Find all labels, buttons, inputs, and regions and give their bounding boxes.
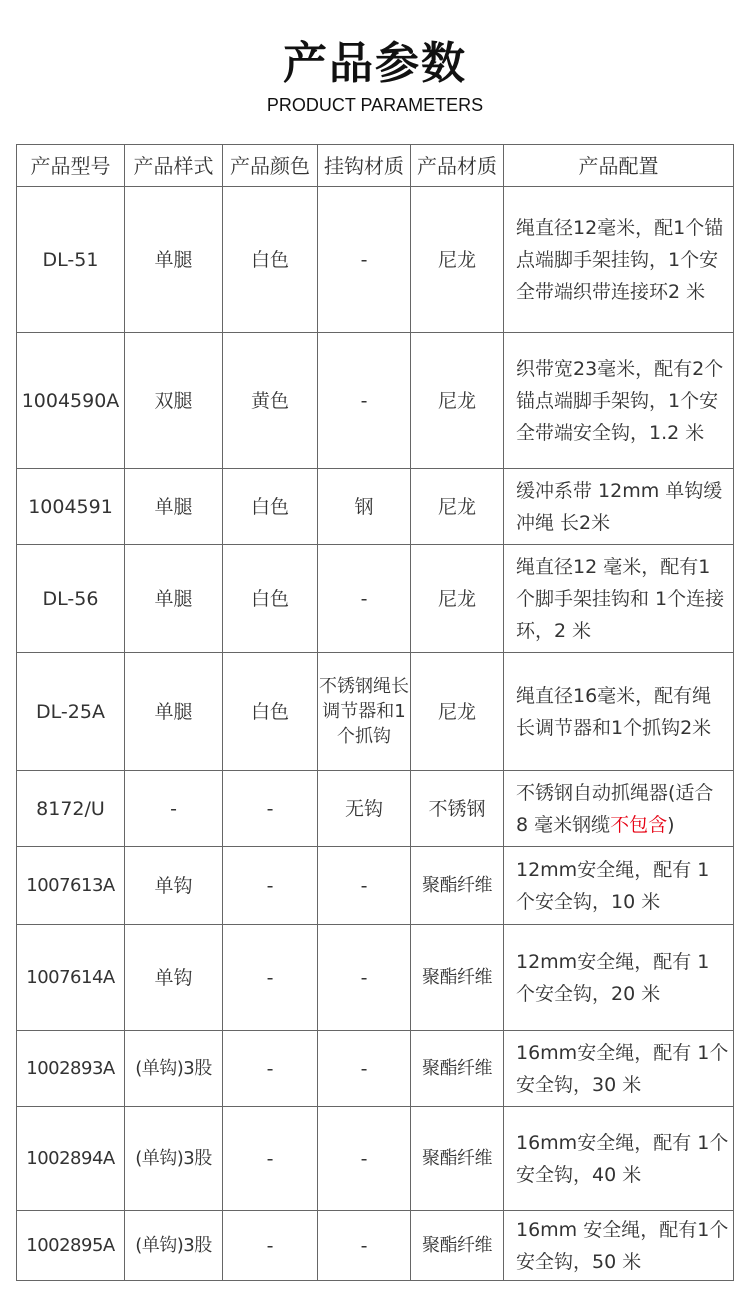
table-row [17, 653, 734, 771]
column-header-material: 产品材质 [411, 145, 504, 187]
cell-color: - [223, 771, 318, 847]
page-subtitle: PRODUCT PARAMETERS [266, 95, 484, 115]
cell-style: 单腿 [125, 187, 223, 333]
column-header-config: 产品配置 [504, 145, 734, 187]
table-row [17, 333, 734, 469]
cell-style: 单腿 [125, 469, 223, 545]
cell-config: 16mm 安全绳，配有1个安全钩，50 米 [504, 1211, 734, 1281]
cell-model: DL-56 [17, 545, 125, 653]
table-row [17, 187, 734, 333]
table-header-row [17, 145, 734, 187]
cell-model: DL-51 [17, 187, 125, 333]
cell-material: 聚酯纤维 [411, 925, 504, 1031]
cell-config: 16mm安全绳，配有 1个安全钩，40 米 [504, 1107, 734, 1211]
table-row [17, 469, 734, 545]
cell-style: 单腿 [125, 545, 223, 653]
page-header [0, 0, 750, 144]
cell-model: 1004591 [17, 469, 125, 545]
cell-hook: - [318, 187, 411, 333]
cell-material: 尼龙 [411, 653, 504, 771]
cell-config: 16mm安全绳，配有 1个安全钩，30 米 [504, 1031, 734, 1107]
cell-material: 尼龙 [411, 333, 504, 469]
cell-color: 黄色 [223, 333, 318, 469]
cell-config: 绳直径12 毫米，配有1 个脚手架挂钩和 1个连接环，2 米 [504, 545, 734, 653]
cell-model: DL-25A [17, 653, 125, 771]
cell-material: 聚酯纤维 [411, 1107, 504, 1211]
cell-hook: - [318, 545, 411, 653]
cell-hook: 不锈钢绳长调节器和1个抓钩 [318, 653, 411, 771]
page-title: 产品参数 [283, 38, 467, 89]
table-row [17, 1107, 734, 1211]
column-header-hook-material: 挂钩材质 [318, 145, 411, 187]
cell-model: 1007613A [17, 847, 125, 925]
cell-model: 1002895A [17, 1211, 125, 1281]
cell-material: 尼龙 [411, 545, 504, 653]
cell-config: 织带宽23毫米，配有2个锚点端脚手架钩，1个安全带端安全钩，1.2 米 [504, 333, 734, 469]
config-text: 不锈钢自动抓绳器(适合 8 毫米钢缆 [516, 781, 714, 836]
cell-style: - [125, 771, 223, 847]
cell-material: 不锈钢 [411, 771, 504, 847]
cell-material: 尼龙 [411, 187, 504, 333]
cell-hook: - [318, 1211, 411, 1281]
cell-model: 1002894A [17, 1107, 125, 1211]
cell-config: 12mm安全绳，配有 1 个安全钩，10 米 [504, 847, 734, 925]
cell-config: 绳直径12毫米，配1个锚点端脚手架挂钩，1个安全带端织带连接环2 米 [504, 187, 734, 333]
cell-hook: - [318, 847, 411, 925]
cell-model: 1002893A [17, 1031, 125, 1107]
cell-material: 聚酯纤维 [411, 1211, 504, 1281]
cell-style: 单钩 [125, 925, 223, 1031]
cell-hook: - [318, 333, 411, 469]
cell-material: 聚酯纤维 [411, 1031, 504, 1107]
cell-config: 绳直径16毫米，配有绳长调节器和1个抓钩2米 [504, 653, 734, 771]
cell-style: 双腿 [125, 333, 223, 469]
table-row [17, 1211, 734, 1281]
column-header-color: 产品颜色 [223, 145, 318, 187]
cell-hook: - [318, 925, 411, 1031]
cell-hook: 无钩 [318, 771, 411, 847]
table-row [17, 925, 734, 1031]
cell-model: 1004590A [17, 333, 125, 469]
cell-color: - [223, 925, 318, 1031]
table-row [17, 545, 734, 653]
cell-config [504, 771, 734, 847]
cell-style: (单钩)3股 [125, 1031, 223, 1107]
cell-material: 聚酯纤维 [411, 847, 504, 925]
table-row [17, 1031, 734, 1107]
cell-config: 缓冲系带 12mm 单钩缓冲绳 长2米 [504, 469, 734, 545]
cell-material: 尼龙 [411, 469, 504, 545]
cell-color: 白色 [223, 653, 318, 771]
cell-style: 单腿 [125, 653, 223, 771]
cell-hook: - [318, 1031, 411, 1107]
cell-hook: 钢 [318, 469, 411, 545]
table-row [17, 771, 734, 847]
cell-color: 白色 [223, 187, 318, 333]
column-header-style: 产品样式 [125, 145, 223, 187]
cell-style: (单钩)3股 [125, 1107, 223, 1211]
cell-color: - [223, 1107, 318, 1211]
cell-color: - [223, 847, 318, 925]
not-included-highlight: 不包含 [610, 813, 668, 836]
column-header-model: 产品型号 [17, 145, 125, 187]
cell-style: (单钩)3股 [125, 1211, 223, 1281]
cell-hook: - [318, 1107, 411, 1211]
cell-style: 单钩 [125, 847, 223, 925]
table-row [17, 847, 734, 925]
cell-model: 1007614A [17, 925, 125, 1031]
config-tail: ) [667, 813, 675, 836]
cell-color: 白色 [223, 469, 318, 545]
cell-color: 白色 [223, 545, 318, 653]
cell-model: 8172/U [17, 771, 125, 847]
cell-color: - [223, 1211, 318, 1281]
cell-config: 12mm安全绳，配有 1 个安全钩，20 米 [504, 925, 734, 1031]
cell-color: - [223, 1031, 318, 1107]
product-parameters-table [16, 144, 734, 1281]
